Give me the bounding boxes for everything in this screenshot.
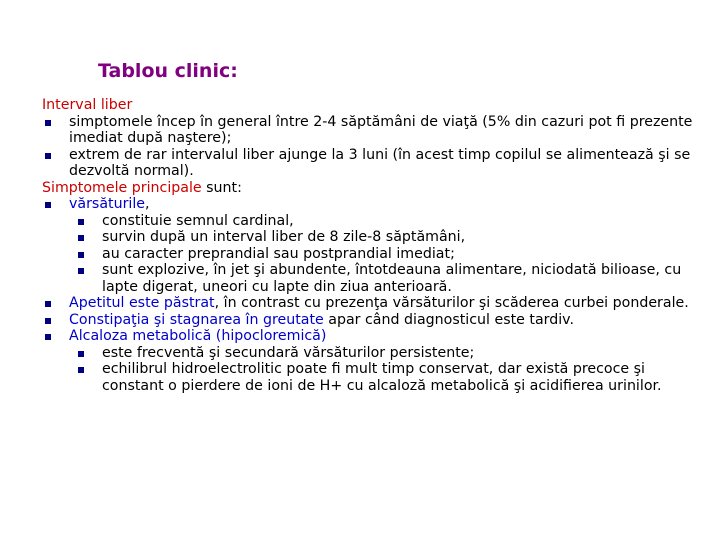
appetite-rest: , în contrast cu prezenţa vărsăturilor şi scăderea curbei ponderale. [214, 295, 689, 311]
square-bullet-icon [45, 153, 51, 159]
list-item [42, 147, 702, 180]
list-item [42, 312, 702, 329]
symptoms-heading-rest: sunt: [201, 179, 242, 196]
list-item [42, 262, 702, 295]
symptoms-heading-highlight: Simptomele principale [42, 179, 202, 196]
square-bullet-icon [45, 334, 51, 340]
interval-item-2: extrem de rar intervalul liber ajunge la 3 luni (în acest timp copilul se alimentează şi se dezvoltă normal). [69, 146, 691, 179]
square-bullet-icon [78, 268, 84, 274]
square-bullet-icon [78, 252, 84, 258]
vomiting-subitem-2: survin după un interval liber de 8 zile-8 săptămâni, [102, 229, 466, 245]
list-item [42, 361, 702, 394]
list-item [42, 213, 702, 230]
list-item [42, 229, 702, 246]
square-bullet-icon [78, 219, 84, 225]
list-item [42, 246, 702, 263]
interval-heading: Interval liber [42, 97, 133, 113]
vomiting-suffix: , [145, 196, 150, 212]
list-item [42, 328, 702, 345]
appetite-highlight: Apetitul este păstrat [69, 295, 215, 311]
vomiting-subitem-3: au caracter preprandial sau postprandial imediat; [102, 245, 455, 262]
list-item [42, 114, 702, 147]
vomiting-subitem-1: constituie semnul cardinal, [102, 212, 294, 229]
square-bullet-icon [45, 120, 51, 126]
alkalosis-subitem-2: echilibrul hidroelectrolitic poate fi mult timp conservat, dar există precoce şi constant o pierdere de ioni de H+ cu alcaloză metabolică şi acidifierea urinilor. [102, 361, 662, 394]
constipation-rest: apar când diagnosticul este tardiv. [323, 311, 574, 328]
interval-item-1: simptomele încep în general între 2-4 săptămâni de viaţă (5% din cazuri pot fi prezente imediat după naştere); [69, 113, 693, 146]
square-bullet-icon [78, 367, 84, 373]
list-item [42, 196, 702, 213]
square-bullet-icon [78, 235, 84, 241]
alkalosis-subitem-1: este frecventă şi secundară vărsăturilor persistente; [102, 344, 475, 361]
constipation-highlight: Constipaţia şi stagnarea în greutate [69, 311, 324, 328]
square-bullet-icon [78, 351, 84, 357]
list-item [42, 345, 702, 362]
symptoms-heading [42, 180, 702, 197]
vomiting-subitem-4: sunt explozive, în jet şi abundente, întotdeauna alimentare, niciodată bilioase, cu lapte digerat, uneori cu lapte din ziua anterioară. [102, 262, 682, 295]
square-bullet-icon [45, 301, 51, 307]
square-bullet-icon [45, 318, 51, 324]
alkalosis-highlight: Alcaloza metabolică (hipocloremică) [69, 328, 327, 344]
page-title: Tablou clinic: [98, 60, 238, 82]
list-item [42, 295, 702, 312]
clinical-content [42, 97, 702, 394]
vomiting-label: vărsăturile [69, 196, 146, 212]
square-bullet-icon [45, 202, 51, 208]
